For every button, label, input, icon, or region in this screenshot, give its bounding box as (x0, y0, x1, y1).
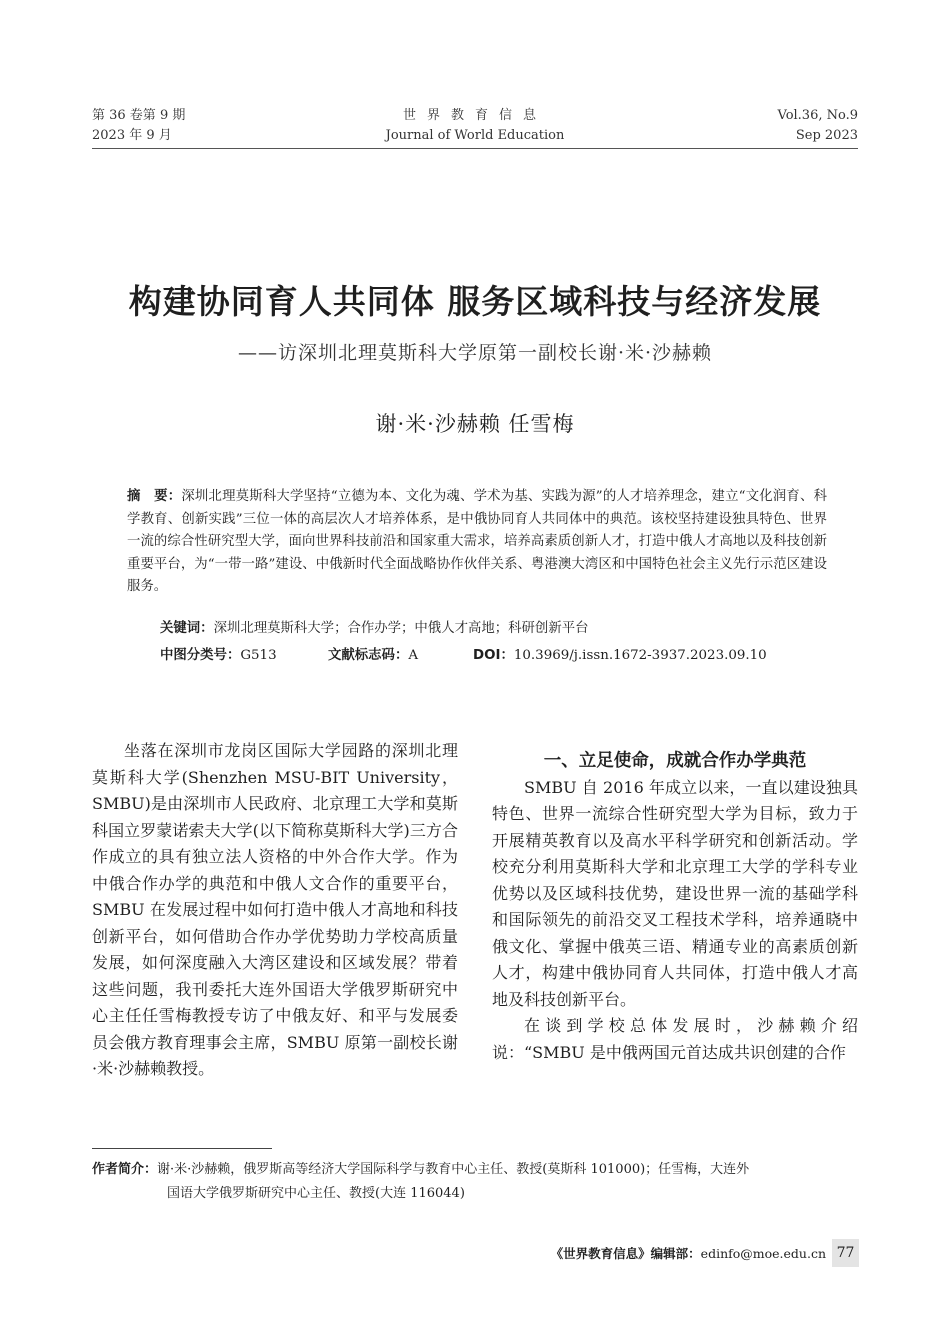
doi-label: DOI： (473, 648, 514, 663)
document-code (328, 645, 473, 667)
section-paragraph-2: 在谈到学校总体发展时，沙赫赖介绍说：“SMBU 是中俄两国元首达成共识创建的合作 (492, 1016, 858, 1062)
clc-code (160, 645, 328, 667)
section-paragraph-1: SMBU 自 2016 年成立以来，一直以建设独具特色、世界一流综合性研究型大学为目标，致力于开展精英教育以及高水平科学研究和创新活动。学校充分利用莫斯科大学和北京理工大学的学科专业优势以及区域科技优势，建设世界一流的基础学科和国际领先的前沿交叉工程技术学科，培养通晓中俄文化、掌握中俄英三语、精通专业的高素质创新人才，构建中俄协同育人共同体，打造中俄人才高地及科技创新平台。 (492, 777, 858, 1009)
keywords-label: 关键词： (160, 621, 214, 636)
doccode-value: A (408, 648, 419, 663)
intro-paragraph: 坐落在深圳市龙岗区国际大学园路的深圳北理莫斯科大学(Shenzhen MSU-BIT University，SMBU)是由深圳市人民政府、北京理工大学和莫斯科国立罗蒙诺索夫大学(以下简称莫斯科大学)三方合作成立的具有独立法人资格的中外合作大学。作为中俄合作办学的典范和中俄人文合作的重要平台，SMBU 在发展过程中如何打造中俄人才高地和科技创新平台，如何借助合作办学优势助力学校高质量发展，如何深度融入大湾区建设和区域发展？带着这些问题，我刊委托大连外国语大学俄罗斯研究中心主任任雪梅教授专访了中俄友好、和平与发展委员会俄方教育理事会主席，SMBU 原第一副校长谢·米·沙赫赖教授。 (92, 741, 458, 1078)
editorial-label: 《世界教育信息》编辑部： (550, 1246, 701, 1261)
abstract-text: 深圳北理莫斯科大学坚持“立德为本、文化为魂、学术为基、实践为源”的人才培养理念，建立“文化润育、科学教育、创新实践”三位一体的高层次人才培养体系，是中俄协同育人共同体中的典范。该校坚持建设独具特色、世界一流的综合性研究型大学，面向世界科技前沿和国家重大需求，培养高素质创新人才，打造中俄人才高地以及科技创新重要平台，为“一带一路”建设、中俄新时代全面战略协作伙伴关系、粤港澳大湾区和中国特色社会主义先行示范区建设服务。 (127, 489, 827, 594)
volume-issue-en: Vol.36, No.9 (777, 108, 858, 123)
footnote-divider (92, 1148, 272, 1149)
doccode-label: 文献标志码： (328, 648, 409, 663)
keywords-text: 深圳北理莫斯科大学；合作办学；中俄人才高地；科研创新平台 (213, 621, 589, 636)
abstract-label: 摘 要： (127, 489, 182, 504)
header-divider (92, 148, 858, 149)
footnote-line2: 国语大学俄罗斯研究中心主任、教授(大连 116044) (167, 1186, 465, 1201)
classification-info (160, 645, 840, 667)
doi-value: 10.3969/j.issn.1672-3937.2023.09.10 (513, 648, 767, 663)
journal-name-en: Journal of World Education (385, 128, 565, 143)
journal-name (300, 106, 650, 146)
volume-issue: 第 36 卷第 9 期 (92, 108, 186, 123)
clc-label: 中图分类号： (160, 648, 241, 663)
page-number: 77 (832, 1239, 859, 1267)
publication-date: 2023 年 9 月 (92, 128, 172, 143)
keywords (160, 618, 840, 640)
footnote-label: 作者简介： (92, 1162, 158, 1177)
clc-value: G513 (240, 648, 277, 663)
journal-issue-info (92, 106, 185, 146)
author-footnote (92, 1158, 862, 1206)
section-heading: 一、立足使命，成就合作办学典范 (543, 751, 807, 771)
article-subtitle: ——访深圳北理莫斯科大学原第一副校长谢·米·沙赫赖 (237, 342, 713, 364)
journal-issue-info-en (778, 106, 859, 146)
body-column-left (92, 738, 458, 1083)
body-column-right (492, 748, 858, 1066)
article-authors: 谢·米·沙赫赖 任雪梅 (375, 412, 575, 436)
editorial-email: edinfo@moe.edu.cn (700, 1246, 826, 1261)
footnote-line1: 谢·米·沙赫赖，俄罗斯高等经济大学国际科学与教育中心主任、教授(莫斯科 101000)；任雪梅，大连外 (157, 1162, 750, 1177)
article-title: 构建协同育人共同体 服务区域科技与经济发展 (128, 282, 822, 321)
doi (473, 645, 767, 667)
publication-date-en: Sep 2023 (795, 128, 858, 143)
journal-name-cn: 世界教育信息 (402, 108, 547, 123)
editorial-contact (551, 1244, 826, 1264)
abstract (127, 486, 827, 599)
